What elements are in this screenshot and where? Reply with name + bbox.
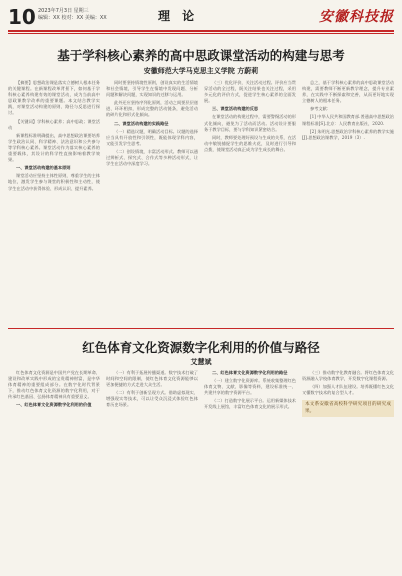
paragraph: （一）精选议题，明确活动目标。议题的选择应当具有开放性和引领性，既能体现学科内容，又能引发学生思考。 [106,128,198,146]
article2-title: 红色体育文化资源数字化利用的价值与路径 [82,340,320,355]
article1-body [8,80,394,320]
paragraph: （一）建立数字化资源库。系统收集整理红色体育文物、文献、影像等资料，建设标准统一、共建共享的数字资源平台。 [204,378,296,396]
article1-column [8,80,100,320]
paragraph: 红色体育文化资源是中国共产党在长期革命、建设和改革实践中形成的宝贵精神财富，是中华体育精神的重要组成部分。在数字化时代背景下，推动红色体育文化资源的数字化利用，对于传承红色基因、弘扬体育精神具有重要意义。 [8,370,100,400]
article1-column [204,80,296,320]
header-rule [8,30,394,32]
paragraph: （三）推动数字化教育融合。将红色体育文化资源融入学校体育教学，开发数字化课程资源。 [302,370,394,382]
paragraph: 【摘要】思想政治课是落实立德树人根本任务的关键课程。在新课程改革背景下，如何基于学科核心素养构建有效的课堂活动，成为当前高中思政课教学改革的重要课题。本文结合教学实践，对课堂活动构建的原则、路径与反思进行探讨。 [8,80,100,116]
footnote-box: 本文系安徽省高校科学研究项目的研究成果。 [302,400,394,416]
paragraph: [1] 中华人民共和国教育部.普通高中思想政治课程标准[S].北京：人民教育出版社，2020. [302,114,394,126]
paragraph: （二）创设情境，丰富活动形式。教师可以通过辨析式、探究式、合作式等多种活动形式，让学生在活动中深度学习。 [106,148,198,167]
paragraph: （三）优化评价，关注活动过程。评价应当贯穿活动的全过程，既关注结果也关注过程，采用多元化的评价方式，促进学生核心素养的全面发展。 [204,80,296,104]
brand-logo: 安徽科技报 [319,9,394,25]
paragraph: （二）打造数字化展示平台。运用新媒体技术开发线上展馆，丰富红色体育文化的展示形式。 [204,398,296,410]
header-rule-thin [8,33,394,34]
paragraph: 二、课堂活动构建的实践路径 [114,120,169,126]
paragraph: （二）有利于创新呈现方式。借助虚拟现实、增强现实等技术，可以让受众沉浸式体验红色体育历史场景。 [106,390,198,408]
paragraph: 在课堂活动的构建过程中，需要警惕活动的形式化倾向，避免为了活动而活动。活动设计要服务于教学目标，要与学科知识紧密结合。 [204,114,296,132]
paragraph: 一、课堂活动构建的基本原则 [16,165,71,171]
article2-column [106,370,198,570]
paragraph: 总之，基于学科核心素养的高中思政课堂活动构建，需要教师不断更新教学理念，提升专业素养，在实践中不断探索和完善，从而更好地实现立德树人的根本任务。 [302,80,394,104]
article1-author: 安徽师范大学马克思主义学院 方蔚莉 [143,67,259,75]
paragraph: 同时要坚持情境性原则，创设真实的生活情境和社会情境，引导学生在情境中发现问题、分析问题和解决问题，实现知识的迁移与运用。 [106,80,198,98]
article1-column [302,80,394,320]
paragraph: 二、红色体育文化资源数字化利用的路径 [212,370,288,375]
article2-column [204,370,296,570]
paragraph: 新课程标准明确提出，高中思想政治课要培养学生政治认同、科学精神、法治意识和公共参与等学科核心素养。课堂活动作为落实核心素养的重要载体，其设计的科学性直接影响着教学效果。 [8,132,100,163]
article-separator [8,328,394,329]
article1-column [106,80,198,320]
article2-column [302,370,394,570]
paragraph: （四）加强人才队伍建设。培养既懂红色文化又懂数字技术的复合型人才。 [302,384,394,396]
paragraph: 此外还应坚持序列化原则，活动之间要层层递进、环环相扣，形成完整的活动链条，避免活动的碎片化和形式化倾向。 [106,100,198,118]
paragraph: 一、红色体育文化资源数字化利用的价值 [16,402,92,408]
date-line [38,8,107,22]
masthead [8,6,394,28]
paragraph: 三、课堂活动构建的反思 [212,106,259,112]
page-number: 10 [8,5,36,29]
paragraph: 【关键词】学科核心素养；高中思政；课堂活动 [8,118,100,130]
article2-body [8,370,394,570]
paragraph: 同时，教师要处理好预设与生成的关系，在活动中敏锐捕捉学生的思维火花，及时进行引导和点拨，使课堂活动真正成为学生成长的舞台。 [204,134,296,152]
date-text: 2023年7月3日 星期三 [38,8,89,14]
editor-text: 编辑：XX 校对：XX 美编：XX [38,15,107,21]
paragraph: 参考文献： [310,106,331,112]
paragraph: （一）有利于拓展传播渠道。数字技术打破了时间和空间的限制，使红色体育文化资源能够以更加便捷的方式走进大众生活。 [106,370,198,388]
paragraph: [2] 朱明光.思想政治学科核心素养的教学实施[J].思想政治课教学，2019（3）. [302,128,394,140]
article2-author: 艾慧斌 [190,358,212,366]
article2-column [8,370,100,570]
article1-title: 基于学科核心素养的高中思政课堂活动的构建与思考 [57,48,345,63]
paragraph: 课堂活动应坚持主体性原则，尊重学生的主体地位，激发学生参与课堂的积极性和主动性，使学生在活动中获得体验、形成认识、提升素养。 [8,173,100,191]
section-title: 理 论 [158,9,199,23]
